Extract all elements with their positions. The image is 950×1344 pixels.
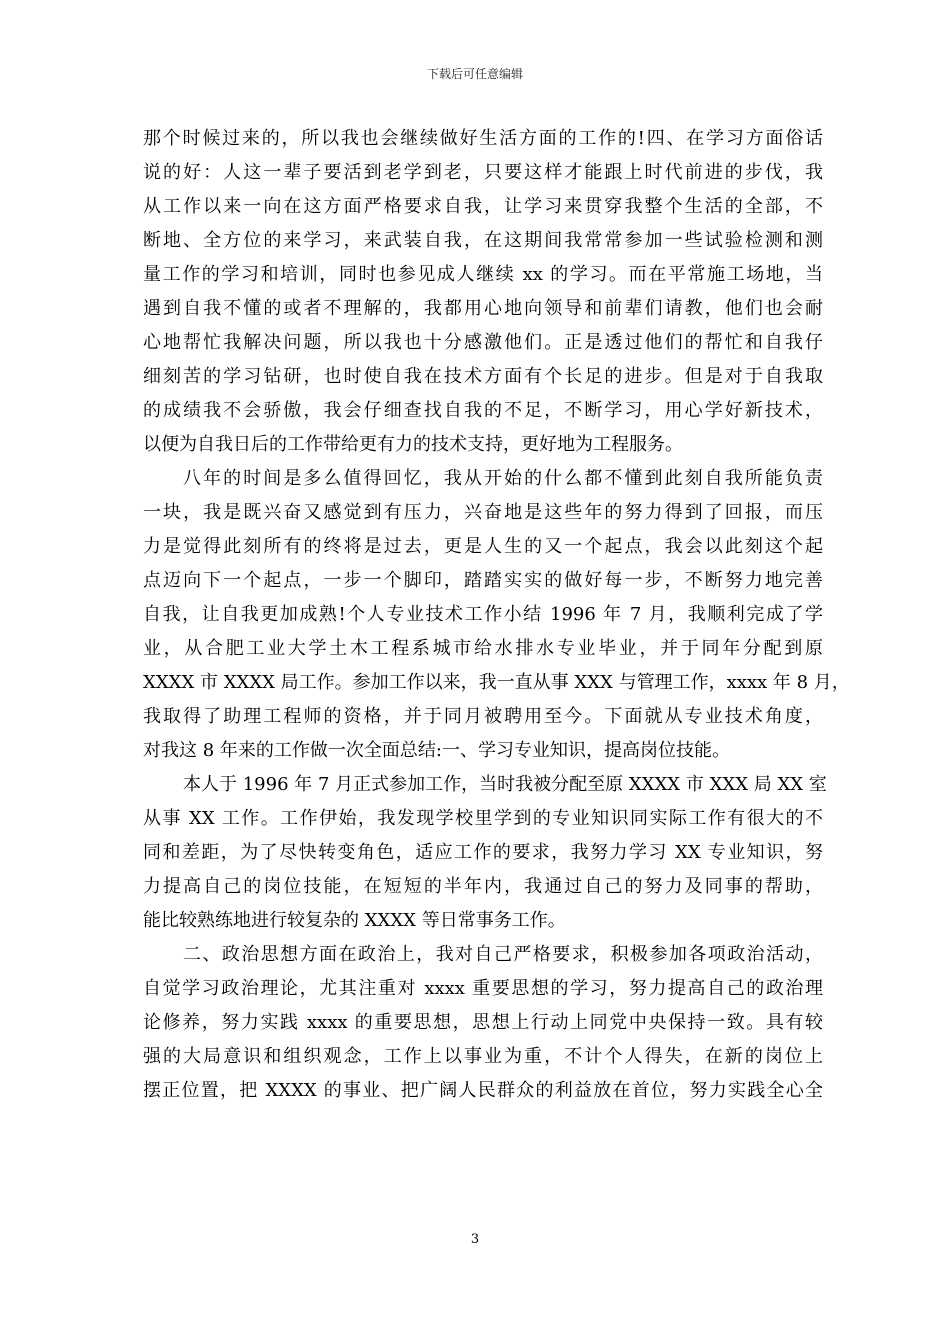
paragraph-line: 我取得了助理工程师的资格，并于同月被聘用至今。下面就从专业技术角度， [143, 706, 823, 727]
page-number: 3 [470, 1232, 480, 1247]
paragraph-line: 对我这 8 年来的工作做一次全面总结:一、学习专业知识，提高岗位技能。 [143, 740, 730, 761]
paragraph-line: 自我，让自我更加成熟!个人专业技术工作小结 1996 年 7 月，我顺利完成了学 [143, 604, 823, 625]
paragraph-line: XXXX 市 XXXX 局工作。参加工作以来，我一直从事 XXX 与管理工作，xxxx 年 8 月， [143, 672, 850, 693]
paragraph-line: 自觉学习政治理论，尤其注重对 xxxx 重要思想的学习，努力提高自己的政治理 [143, 978, 823, 999]
page-header: 下载后可任意编辑 [426, 67, 523, 81]
paragraph-line: 强的大局意识和组织观念，工作上以事业为重，不计个人得失，在新的岗位上 [143, 1046, 823, 1067]
paragraph-line: 业，从合肥工业大学土木工程系城市给水排水专业毕业，并于同年分配到原 [143, 638, 823, 659]
paragraph-line: 心地帮忙我解决问题，所以我也十分感激他们。正是透过他们的帮忙和自我仔 [143, 332, 823, 353]
paragraph-line: 力是觉得此刻所有的终将是过去，更是人生的又一个起点，我会以此刻这个起 [143, 536, 823, 557]
paragraph-line: 同和差距，为了尽快转变角色，适应工作的要求，我努力学习 XX 专业知识，努 [143, 842, 823, 863]
document-body [143, 122, 850, 1108]
paragraph-line: 说的好：人这一辈子要活到老学到老，只要这样才能跟上时代前进的步伐，我 [143, 162, 823, 183]
paragraph-line: 那个时候过来的，所以我也会继续做好生活方面的工作的!四、在学习方面俗话 [143, 128, 823, 149]
paragraph-line: 本人于 1996 年 7 月正式参加工作，当时我被分配至原 XXXX 市 XXX 局 XX 室 [183, 774, 827, 795]
paragraph-line: 从工作以来一向在这方面严格要求自我，让学习来贯穿我整个生活的全部，不 [143, 196, 823, 217]
paragraph-line: 二、政治思想方面在政治上，我对自己严格要求，积极参加各项政治活动， [183, 944, 823, 965]
paragraph-line: 遇到自我不懂的或者不理解的，我都用心地向领导和前辈们请教，他们也会耐 [143, 298, 823, 319]
paragraph-line: 论修养，努力实践 xxxx 的重要思想，思想上行动上同党中央保持一致。具有较 [143, 1012, 823, 1033]
paragraph-line: 一块，我是既兴奋又感觉到有压力，兴奋地是这些年的努力得到了回报，而压 [143, 502, 823, 523]
paragraph-line: 从事 XX 工作。工作伊始，我发现学校里学到的专业知识同实际工作有很大的不 [143, 808, 823, 829]
paragraph-line: 力提高自己的岗位技能，在短短的半年内，我通过自己的努力及同事的帮助， [143, 876, 823, 897]
paragraph-line: 断地、全方位的来学习，来武装自我，在这期间我常常参加一些试验检测和测 [143, 230, 823, 251]
paragraph-line: 摆正位置，把 XXXX 的事业、把广阔人民群众的利益放在首位，努力实践全心全 [143, 1080, 823, 1101]
paragraph-line: 量工作的学习和培训，同时也参见成人继续 xx 的学习。而在平常施工场地，当 [143, 264, 823, 285]
paragraph-line: 以便为自我日后的工作带给更有力的技术支持，更好地为工程服务。 [143, 434, 683, 455]
paragraph-line: 的成绩我不会骄傲，我会仔细查找自我的不足，不断学习，用心学好新技术， [143, 400, 823, 421]
paragraph-line: 细刻苦的学习钻研，也时使自我在技术方面有个长足的进步。但是对于自我取 [143, 366, 823, 387]
paragraph-line: 能比较熟练地进行较复杂的 XXXX 等日常事务工作。 [143, 910, 566, 931]
paragraph-line: 点迈向下一个起点，一步一个脚印，踏踏实实的做好每一步，不断努力地完善 [143, 570, 823, 591]
paragraph-line: 八年的时间是多么值得回忆，我从开始的什么都不懂到此刻自我所能负责 [183, 468, 823, 489]
